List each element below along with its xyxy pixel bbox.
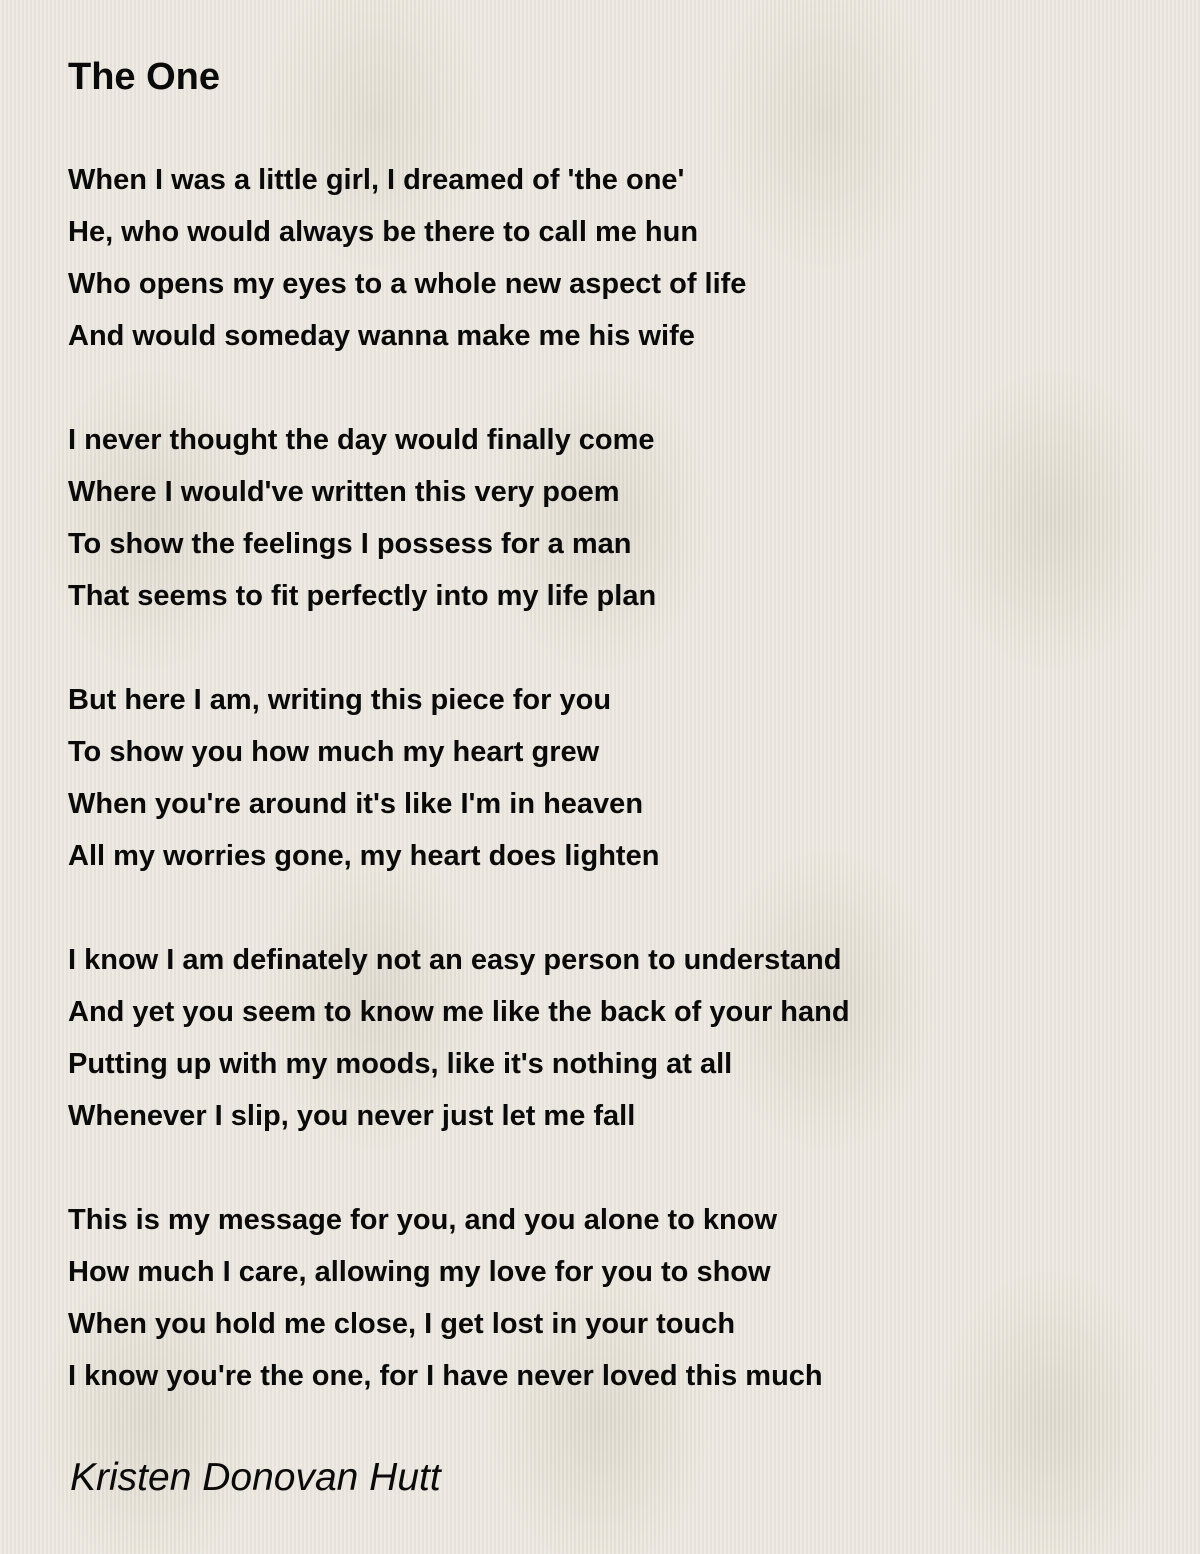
stanza-3 [68, 674, 1148, 882]
poem-title: The One [68, 56, 221, 98]
poem-line: I know I am definately not an easy person to understand [68, 944, 842, 976]
poem-line: When I was a little girl, I dreamed of 'the one' [68, 164, 685, 196]
poem-line: All my worries gone, my heart does lighten [68, 840, 660, 872]
poem-page [68, 54, 1148, 1499]
poem-line: Where I would've written this very poem [68, 476, 620, 508]
poem-body [68, 154, 1148, 1402]
poem-line: That seems to fit perfectly into my life plan [68, 580, 657, 612]
poem-line: To show the feelings I possess for a man [68, 528, 632, 560]
poem-line: To show you how much my heart grew [68, 736, 600, 768]
poem-line: How much I care, allowing my love for you to show [68, 1256, 771, 1288]
stanza-5 [68, 1194, 1148, 1402]
poem-line: And would someday wanna make me his wife [68, 320, 695, 352]
poem-line: And yet you seem to know me like the back of your hand [68, 996, 850, 1028]
poem-line: When you're around it's like I'm in heaven [68, 788, 644, 820]
poem-author: Kristen Donovan Hutt [70, 1456, 441, 1499]
poem-line: But here I am, writing this piece for you [68, 684, 612, 716]
stanza-1 [68, 154, 1148, 362]
poem-line: I know you're the one, for I have never loved this much [68, 1360, 823, 1392]
poem-line: I never thought the day would finally come [68, 424, 655, 456]
poem-line: This is my message for you, and you alone to know [68, 1204, 778, 1236]
poem-line: Putting up with my moods, like it's nothing at all [68, 1048, 733, 1080]
stanza-4 [68, 934, 1148, 1142]
poem-line: He, who would always be there to call me hun [68, 216, 699, 248]
poem-line: Who opens my eyes to a whole new aspect of life [68, 268, 747, 300]
poem-line: Whenever I slip, you never just let me fall [68, 1100, 636, 1132]
poem-line: When you hold me close, I get lost in your touch [68, 1308, 736, 1340]
stanza-2 [68, 414, 1148, 622]
